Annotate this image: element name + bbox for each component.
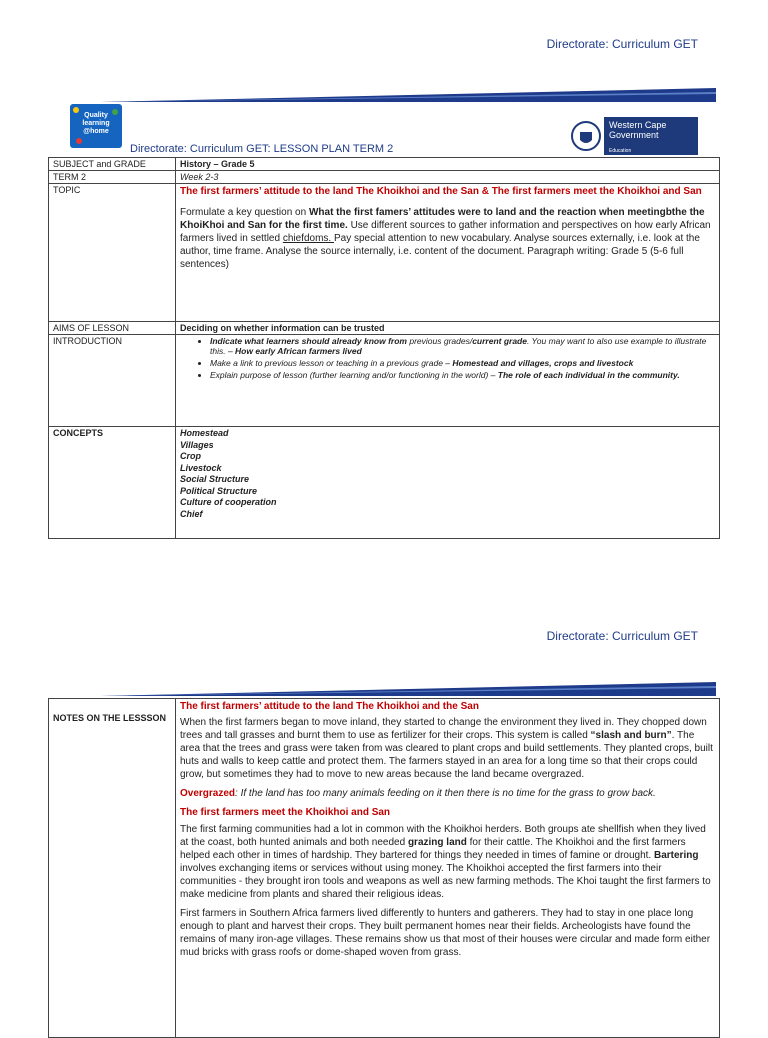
aims-value: Deciding on whether information can be trusted: [176, 322, 720, 335]
wc-logo-line3: Education: [609, 148, 632, 154]
topic-label: TOPIC: [49, 184, 176, 322]
concept-item: Chief: [180, 508, 203, 519]
term-label: TERM 2: [49, 171, 176, 184]
overgrazed-definition: Overgrazed: If the land has too many animals feeding on it then there is no time for the grass to grow back.: [180, 788, 656, 799]
introduction-label: INTRODUCTION: [49, 335, 176, 427]
subject-value: History – Grade 5: [176, 158, 720, 171]
topic-title: The first farmers’ attitude to the land The Khoikhoi and the San & The first farmers meet the Khoikhoi and San: [180, 186, 702, 197]
topic-key-question: What the first famers’ attitudes were to land and the reaction when meetingbthe the KhoiKhoi and San for the first time.: [180, 207, 705, 231]
subject-label: SUBJECT and GRADE: [49, 158, 176, 171]
topic-body-text: Formulate a key question on: [180, 207, 309, 218]
concept-item: Culture of cooperation: [180, 497, 277, 507]
term-row: [49, 171, 720, 184]
lesson-plan-table: [48, 157, 720, 539]
notes-paragraph-2: The first farming communities had a lot in common with the Khoikhoi herders. Both groups ate shellfish when they lived at the coast, both hunted animals and both needed grazing land for their cattle. The Khoikhoi and the first farmers helped each other in times of hardship. They bartered for things they needed in times of famine or drought. Bartering involves exchanging items or services without using money. The Khoikhoi accepted the first farmers into their communities - they brought iron tools and weapons as well as new farming methods. The Khoi taught the first farmers to make medicine from plants and shared their religious ideas.: [180, 824, 711, 900]
list-item: • Indicate what learners should already know from previous grades/current grade. You may want to also use example to illustrate this. – How early African farmers lived: [210, 336, 715, 356]
list-item: • Explain purpose of lesson (further learning and/or functioning in the world) – The role of each individual in the community.: [210, 370, 715, 380]
page2-header-title: Directorate: Curriculum GET: [546, 629, 698, 643]
concept-item: Crop: [180, 451, 201, 461]
notes-heading-1: The first farmers’ attitude to the land The Khoikhoi and the San: [180, 701, 479, 712]
subject-row: [49, 158, 720, 171]
page1-header-title: Directorate: Curriculum GET: [546, 37, 698, 51]
crest-icon: [568, 117, 604, 155]
notes-row: [49, 699, 720, 1038]
page1-header-band: [100, 88, 716, 102]
concepts-label: CONCEPTS: [49, 427, 176, 539]
aims-row: [49, 322, 720, 335]
concepts-row: [49, 427, 720, 539]
introduction-list: [180, 336, 715, 380]
lesson-plan-subheader: Directorate: Curriculum GET: LESSON PLAN TERM 2: [130, 143, 394, 155]
notes-heading-2: The first farmers meet the Khoikhoi and San: [180, 807, 391, 818]
concept-item: Social Structure: [180, 474, 250, 484]
introduction-row: [49, 335, 720, 427]
concept-item: Political Structure: [180, 485, 258, 496]
wc-logo-line2: Government: [609, 130, 659, 140]
lesson-notes-table: [48, 698, 720, 1038]
topic-body-text: Use different sources to gather information and perspectives on how early African farmers lived in settled: [180, 220, 711, 244]
western-cape-government-logo: [568, 117, 698, 155]
concept-item: Villages: [180, 439, 214, 450]
page2-header-band: [100, 682, 716, 696]
logo-text: Quality learning @home: [82, 112, 110, 135]
notes-paragraph-1: When the first farmers began to move inland, they started to change the environment they lived in. They chopped down trees and tall grasses and burnt them to use as fertilizer for their crops. This system is called “slash and burn”. The area that the trees and grass were taken from was cleared to plant crops and build settlements. They planted crops, built huts and walls to keep cattle and protect them. The farmers stayed in an area for a long time so that their crops could grow, but sometimes they had to move to new areas because the land became overgrazed.: [180, 717, 713, 780]
notes-paragraph-3: First farmers in Southern Africa farmers lived differently to hunters and gatherers. They had to stay in one place long enough to plant and harvest their crops. They built permanent homes near their fields. Archeologists have found the remains of many iron-age villages. These remains show us that most of their houses were circular and made form either mud bricks with grass roofs or dome-shaped woven from grass.: [180, 908, 711, 958]
topic-body: [180, 206, 715, 271]
wc-logo-line1: Western Cape: [609, 120, 667, 130]
notes-label: NOTES ON THE LESSSON: [49, 699, 176, 1038]
topic-row: [49, 184, 720, 322]
topic-body-underlined: chiefdoms.: [282, 233, 334, 244]
aims-label: AIMS OF LESSON: [49, 322, 176, 335]
list-item: • Make a link to previous lesson or teaching in a previous grade – Homestead and villages, crops and livestock: [210, 358, 715, 368]
quality-learning-logo: [70, 104, 122, 148]
concept-item: Livestock: [180, 462, 222, 473]
term-value: Week 2-3: [176, 171, 720, 184]
topic-body-text: Pay special attention to new vocabulary. Analyse sources externally, i.e. look at the author, time frame. Analyse the source internally, i.e. content of the document. Paragraph writing: Grade 5 (5-6 full sentences): [180, 233, 700, 270]
concept-item: Homestead: [180, 428, 229, 438]
